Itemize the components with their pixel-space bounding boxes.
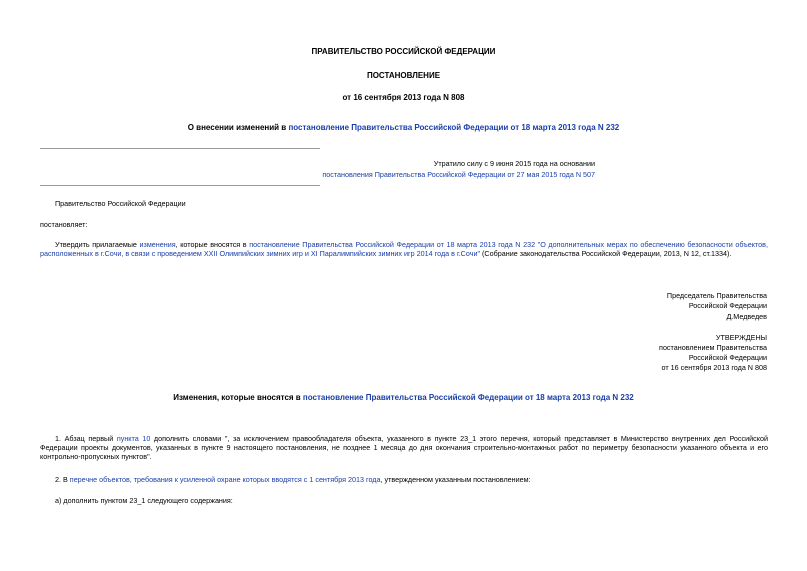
approved-line-2: постановлением Правительства (659, 343, 767, 352)
approved-line-4: от 16 сентября 2013 года N 808 (661, 363, 767, 372)
document-title (0, 123, 807, 133)
title-link[interactable]: постановление Правительства Российской Федерации от 18 марта 2013 года N 232 (288, 123, 620, 132)
item-1-link[interactable]: пункта 10 (116, 434, 151, 443)
body-decrees: постановляет: (40, 220, 88, 229)
item-2-text-b: , утвержденном указанным постановлением: (380, 475, 531, 484)
government-heading: ПРАВИТЕЛЬСТВО РОССИЙСКОЙ ФЕДЕРАЦИИ (311, 47, 496, 56)
item-2-link[interactable]: перечне объектов, требования к усиленной охране которых вводятся с 1 сентября 2013 года (69, 475, 381, 484)
changes-title (0, 393, 807, 403)
approved-line-3: Российской Федерации (688, 353, 767, 362)
title-prefix: О внесении изменений в (187, 123, 289, 132)
item-2 (40, 475, 768, 484)
status-text: Утратило силу с 9 июня 2015 года на основании (433, 159, 595, 168)
item-1-text-a: 1. Абзац первый (55, 434, 117, 443)
approve-text-3: (Собрание законодательства Российской Федерации, 2013, N 12, ст.1334). (480, 249, 732, 258)
signature-line-1: Председатель Правительства (666, 291, 767, 300)
changes-title-link[interactable]: постановление Правительства Российской Федерации от 18 марта 2013 года N 232 (302, 393, 634, 402)
status-link[interactable]: постановления Правительства Российской Федерации от 27 мая 2015 года N 507 (322, 170, 595, 179)
item-2-text-a: 2. В (55, 475, 70, 484)
divider-bottom (40, 185, 320, 186)
body-government: Правительство Российской Федерации (55, 199, 186, 208)
item-1 (40, 434, 768, 461)
changes-link[interactable]: изменения (139, 240, 176, 249)
approve-text-2: , которые вносятся в (175, 240, 250, 249)
approve-text-1: Утвердить прилагаемые (55, 240, 140, 249)
approve-paragraph (40, 240, 768, 258)
changes-title-prefix: Изменения, которые вносятся в (173, 393, 303, 402)
date-number-heading: от 16 сентября 2013 года N 808 (342, 93, 465, 102)
signature-line-2: Российской Федерации (688, 301, 767, 310)
approved-line-1: УТВЕРЖДЕНЫ (715, 333, 767, 342)
item-2a: а) дополнить пунктом 23_1 следующего содержания: (55, 496, 233, 505)
decree-232-link[interactable]: постановление Правительства Российской Федерации от 18 марта 2013 года N 232 "О дополнительных мерах по обеспечению безопасности объектов, расположенных в г.Сочи, в связи с проведением XXII Олимпийских зимних игр и XI Паралимпийских зимних игр 2014 года в г.Сочи" (40, 240, 768, 258)
divider-top (40, 148, 320, 149)
doc-type-heading: ПОСТАНОВЛЕНИЕ (366, 71, 441, 80)
signature-name: Д.Медведев (726, 312, 767, 321)
item-1-text-b: дополнить словами ", за исключением правообладателя объекта, указанного в пункте 23_1 этого перечня, который представляет в Министерство внутренних дел Российской Федерации проекты документов, указанных в пункте 9 настоящего постановления, не позднее 1 месяца до дня окончания строительно-монтажных работ по периметру безопасности указанного объекта и его контрольно-пропускных пунктов". (40, 434, 768, 461)
